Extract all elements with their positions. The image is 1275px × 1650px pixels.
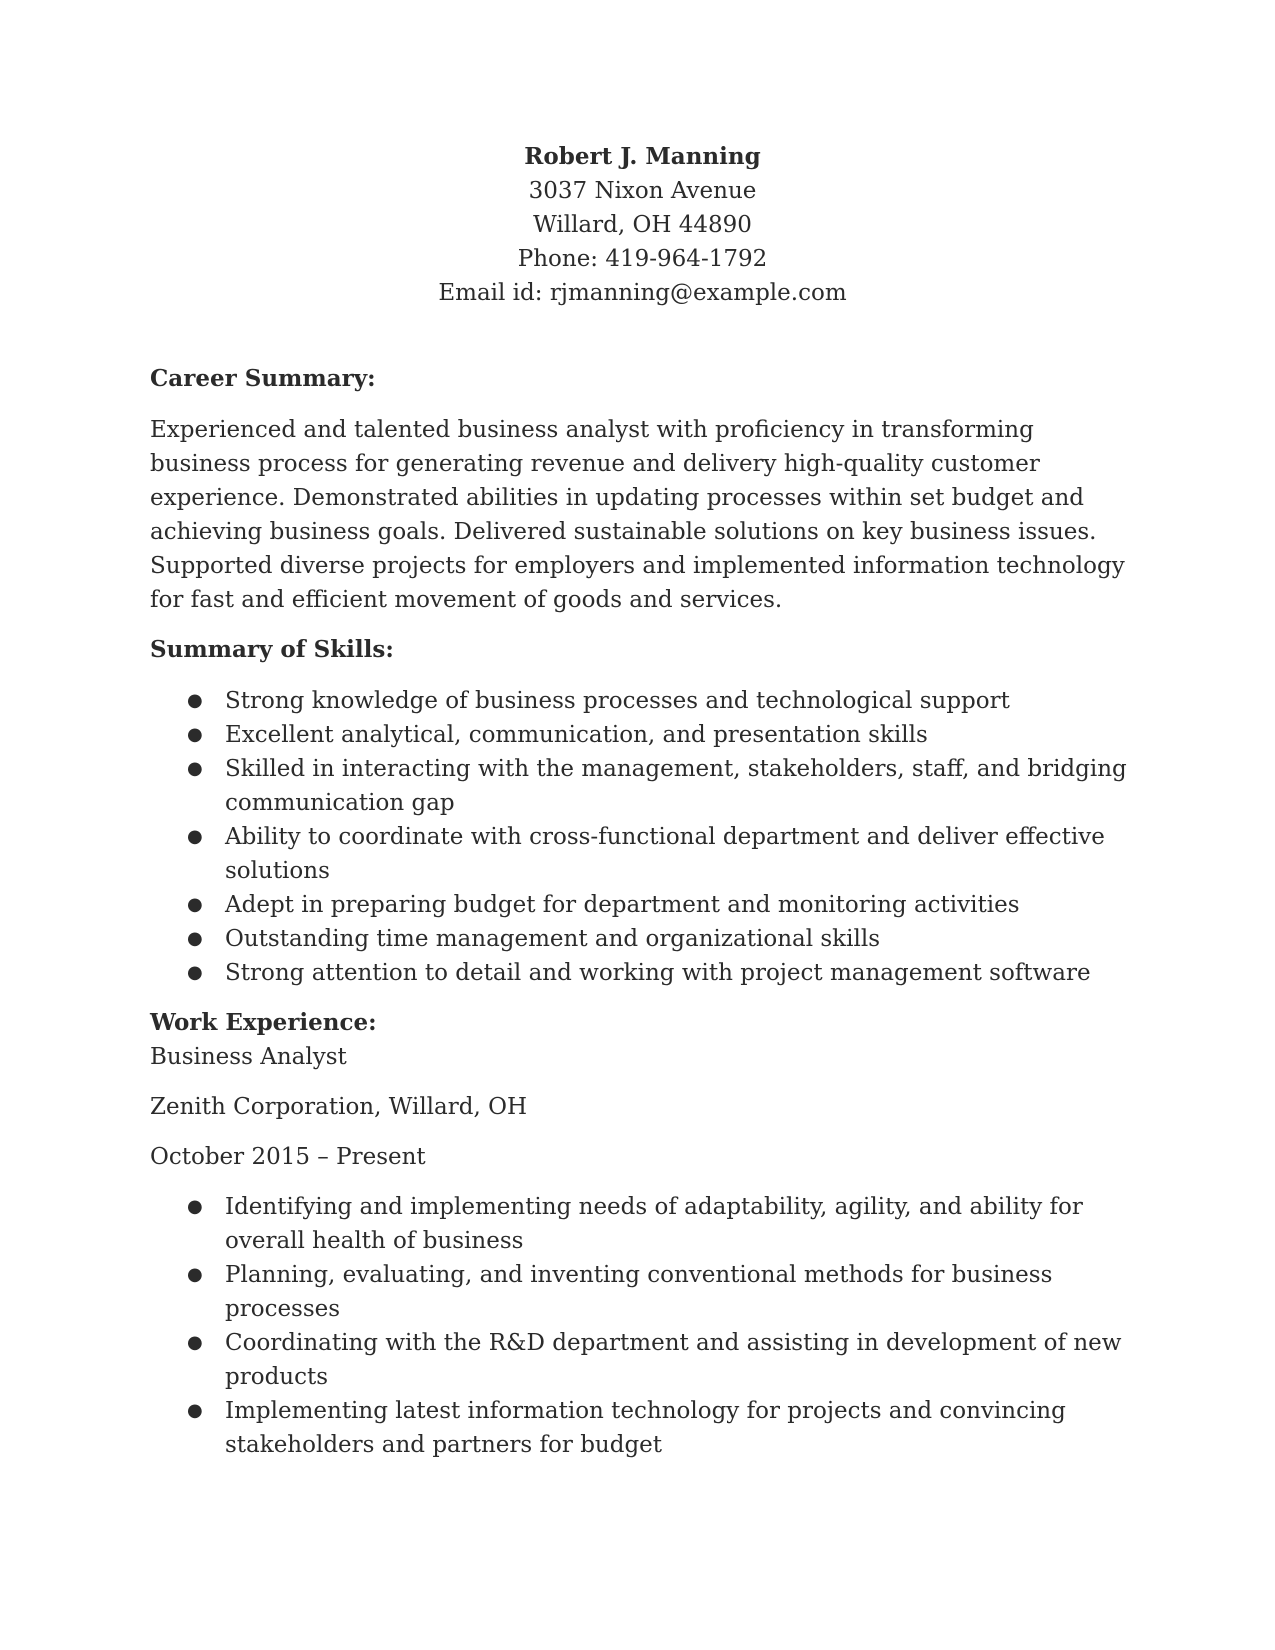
work-experience-heading: Work Experience: xyxy=(150,1009,377,1036)
bullet-icon: ● xyxy=(187,826,203,847)
company-location: Zenith Corporation, Willard, OH xyxy=(150,1094,527,1120)
career-summary-text: Experienced and talented business analyst with proficiency in transforming business process for generating revenue and delivery high-quality customer experience. Demonstrated abilities in updating processes within set budget and achieving business goals. Delivered sustainable solutions on key business issues. Supported diverse projects for employers and implemented information technology for fast and efficient movement of goods and services. xyxy=(150,417,1125,613)
skills-heading: Summary of Skills: xyxy=(150,636,394,663)
list-item xyxy=(150,820,1135,888)
spacer xyxy=(150,310,1135,362)
duty-text: Identifying and implementing needs of adaptability, agility, and ability for overall health of business xyxy=(225,1194,1083,1254)
bullet-icon: ● xyxy=(187,758,203,779)
duty-text: Coordinating with the R&D department and assisting in development of new products xyxy=(225,1330,1122,1390)
bullet-icon: ● xyxy=(187,690,203,711)
address-line-2: Willard, OH 44890 xyxy=(533,212,752,238)
list-item xyxy=(150,922,1135,956)
list-item xyxy=(150,1190,1135,1258)
work-duties-list xyxy=(150,1190,1135,1462)
bullet-icon: ● xyxy=(187,724,203,745)
career-summary-heading: Career Summary: xyxy=(150,365,376,392)
bullet-icon: ● xyxy=(187,1400,203,1421)
list-item xyxy=(150,718,1135,752)
spacer xyxy=(150,667,1135,684)
resume-page xyxy=(150,140,1135,1462)
spacer xyxy=(150,396,1135,413)
spacer xyxy=(150,617,1135,633)
list-item xyxy=(150,888,1135,922)
skill-text: Adept in preparing budget for department and monitoring activities xyxy=(225,892,1020,918)
bullet-icon: ● xyxy=(187,894,203,915)
phone-line: Phone: 419-964-1792 xyxy=(517,246,768,272)
skill-text: Strong knowledge of business processes and technological support xyxy=(225,688,1010,714)
bullet-icon: ● xyxy=(187,1332,203,1353)
list-item xyxy=(150,684,1135,718)
list-item xyxy=(150,1394,1135,1462)
spacer xyxy=(150,1124,1135,1140)
skills-list xyxy=(150,684,1135,990)
employment-dates: October 2015 – Present xyxy=(150,1144,426,1170)
bullet-icon: ● xyxy=(187,928,203,949)
list-item xyxy=(150,752,1135,820)
list-item xyxy=(150,956,1135,990)
bullet-icon: ● xyxy=(187,1264,203,1285)
spacer xyxy=(150,990,1135,1006)
skill-text: Strong attention to detail and working with project management software xyxy=(225,960,1091,986)
email-line: Email id: rjmanning@example.com xyxy=(438,280,847,306)
duty-text: Implementing latest information technology for projects and convincing stakeholders and partners for budget xyxy=(225,1398,1066,1458)
skill-text: Skilled in interacting with the management, stakeholders, staff, and bridging communication gap xyxy=(225,756,1127,816)
skill-text: Ability to coordinate with cross-functional department and deliver effective solutions xyxy=(225,824,1105,884)
list-item xyxy=(150,1326,1135,1394)
spacer xyxy=(150,1174,1135,1190)
candidate-name: Robert J. Manning xyxy=(524,143,761,170)
skill-text: Excellent analytical, communication, and presentation skills xyxy=(225,722,928,748)
list-item xyxy=(150,1258,1135,1326)
address-line-1: 3037 Nixon Avenue xyxy=(528,178,757,204)
bullet-icon: ● xyxy=(187,1196,203,1217)
job-title: Business Analyst xyxy=(150,1044,347,1070)
duty-text: Planning, evaluating, and inventing conventional methods for business processes xyxy=(225,1262,1053,1322)
resume-header xyxy=(150,140,1135,310)
spacer xyxy=(150,1074,1135,1090)
skill-text: Outstanding time management and organizational skills xyxy=(225,926,880,952)
bullet-icon: ● xyxy=(187,962,203,983)
